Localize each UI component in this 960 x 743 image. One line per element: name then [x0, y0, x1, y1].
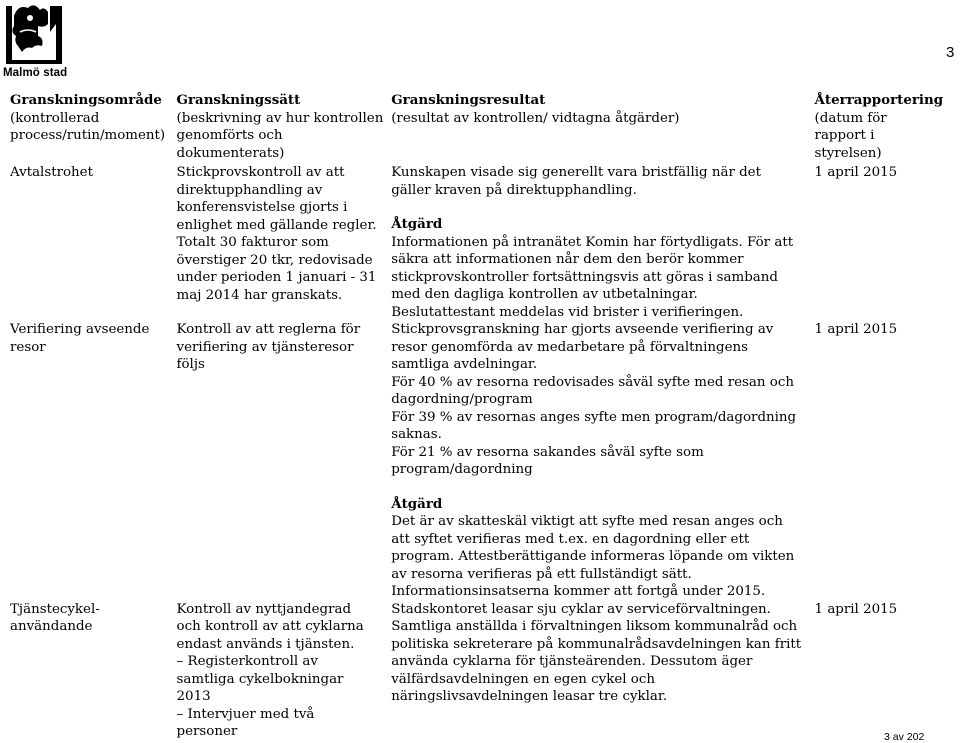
result-cell — [388, 164, 811, 321]
report-date-cell: 1 april 2015 — [814, 165, 898, 180]
column-title: Granskningsresultat — [391, 92, 546, 108]
method-line: – Intervjuer med två personer — [176, 706, 315, 739]
area-cell: Avtalstrohet — [10, 165, 93, 180]
result-cell: Stadskontoret leasar sju cyklar av serviceförvaltningen. Samtliga anställda i förvaltningen liksom kommunalråd och politiska sekreterare på kommunalrådsavdelningen kan fritt använda cyklarna för tjänsteärenden. Dessutom äger välfärdsavdelningen en egen cykel och näringslivsavdelningen leasar tre cyklar. — [391, 601, 802, 704]
footer-page-count: 3 av 202 — [884, 731, 925, 743]
method-text: Kontroll av nyttjandegrad och kontroll av att cyklarna endast används i tjänsten. — [176, 601, 364, 652]
column-subtitle: (beskrivning av hur kontrollen genomförts och dokumenterats) — [176, 110, 384, 161]
method-cell — [174, 601, 389, 741]
area-cell: Tjänstecykel-användande — [10, 601, 100, 634]
method-cell: Stickprovskontroll av att direktupphandling av konferensvistelse gjorts i enlighet med gällande regler. Totalt 30 fakturor som överstiger 20 tkr, redovisade under perioden 1 januari - 31 maj 2014 har granskats. — [176, 165, 377, 303]
action-text: Det är av skatteskäl viktigt att syfte med resan anges och att syftet verifieras med t.ex. en dagordning eller ett program. Attestberättigande informeras löpande om vikten av resorna verifieras på ett fullständigt sätt. Informationsinsatserna kommer att fortgå under 2015. — [391, 514, 795, 599]
table-row — [7, 601, 947, 741]
action-label: Åtgärd — [391, 216, 443, 232]
action-text: Informationen på intranätet Komin har förtydligats. För att säkra att informationen når dem den berör kommer stickprovskontroller fortsättningsvis att göras i samband med den dagliga kontrollen av utbetalningar. Beslutattestant meddelas vid brister i verifieringen. — [391, 234, 794, 320]
result-line: För 21 % av resorna sakandes såväl syfte som program/dagordning — [391, 444, 704, 477]
column-header — [388, 92, 811, 164]
result-line: För 40 % av resorna redovisades såväl syfte med resan och dagordning/program — [391, 374, 794, 407]
logo-caption: Malmö stad — [3, 67, 68, 79]
method-line: – Registerkontroll av samtliga cykelbokningar 2013 — [176, 654, 344, 704]
column-title: Granskningssätt — [176, 92, 301, 108]
column-header — [174, 92, 389, 164]
review-table — [7, 92, 947, 741]
table-header-row — [7, 92, 947, 164]
column-header — [7, 92, 174, 164]
method-cell: Kontroll av att reglerna för verifiering av tjänsteresor följs — [176, 322, 361, 372]
report-date-cell: 1 april 2015 — [814, 601, 898, 617]
result-cell — [388, 321, 811, 601]
report-date-cell: 1 april 2015 — [814, 322, 898, 337]
column-title: Granskningsområde — [10, 92, 162, 108]
column-subtitle: (datum för rapport i styrelsen) — [814, 110, 887, 161]
column-subtitle: (kontrollerad process/rutin/moment) — [10, 110, 166, 143]
page-number: 3 — [946, 44, 955, 61]
action-label: Åtgärd — [391, 495, 443, 512]
column-title: Återrapportering — [814, 92, 944, 108]
result-text: Stickprovsgranskning har gjorts avseende verifiering av resor genomförda av medarbetare på förvaltningens samtliga avdelningar. — [391, 322, 774, 372]
result-line: För 39 % av resornas anges syfte men program/dagordning saknas. — [391, 409, 797, 442]
column-header — [812, 92, 947, 164]
table-row — [7, 321, 947, 601]
city-crest-icon — [4, 2, 66, 66]
result-text: Kunskapen visade sig generellt vara bristfällig när det gäller kraven på direktupphandling. — [391, 165, 761, 198]
area-cell: Verifiering avseende resor — [10, 322, 150, 355]
column-subtitle: (resultat av kontrollen/ vidtagna åtgärder) — [391, 110, 680, 126]
table-row — [7, 164, 947, 321]
